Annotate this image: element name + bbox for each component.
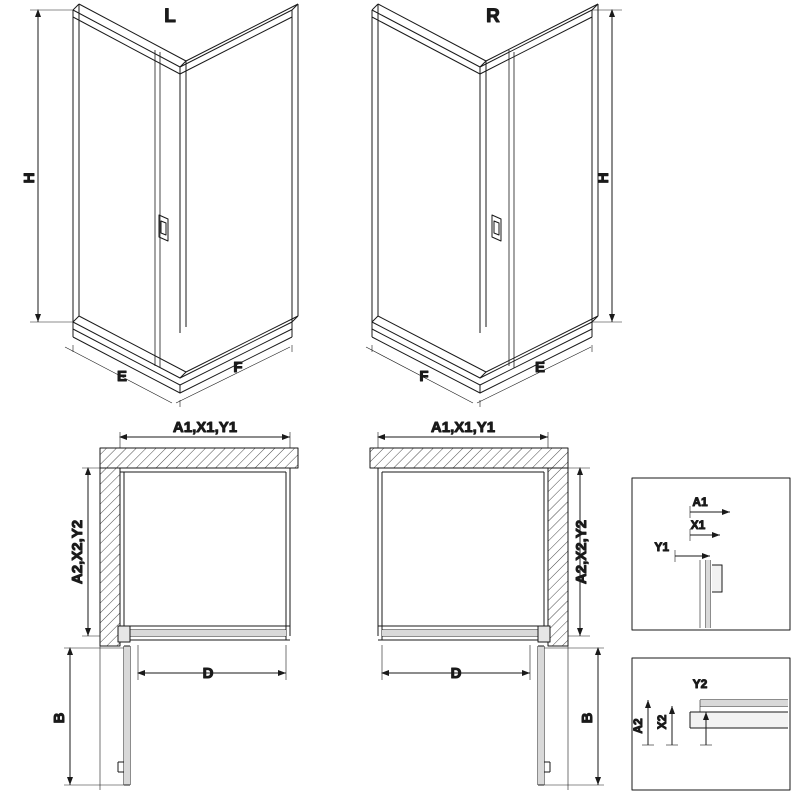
plan-right-top-dim: A1,X1,Y1	[430, 419, 496, 436]
iso-left-base-label-e: E	[116, 368, 128, 385]
iso-left-title: L	[164, 6, 176, 27]
iso-right-base-label-e: E	[534, 359, 546, 376]
detail-view-bottom	[631, 658, 790, 790]
plan-left-top-dim: A1,X1,Y1	[172, 419, 238, 436]
detail-top-dim-a1: A1	[692, 495, 708, 509]
iso-view-left	[21, 4, 298, 407]
plan-view-left	[51, 419, 298, 790]
plan-right-swing-dim: B	[579, 712, 596, 724]
detail-bottom-dim-y2: Y2	[692, 677, 708, 691]
plan-right-side-dim: A2,X2,Y2	[573, 519, 590, 585]
detail-view-top	[632, 478, 790, 630]
plan-right-door-dim: D	[450, 665, 462, 682]
plan-left-side-dim: A2,X2,Y2	[69, 519, 86, 585]
plan-view-right	[370, 419, 604, 790]
iso-left-height-label: H	[21, 172, 38, 184]
iso-left-base-label-f: F	[233, 359, 243, 376]
plan-left-swing-dim: B	[51, 712, 68, 724]
plan-left-door-dim: D	[202, 665, 214, 682]
detail-bottom-dim-a2: A2	[631, 718, 645, 734]
iso-right-height-label: H	[595, 172, 612, 184]
iso-right-title: R	[486, 6, 500, 27]
detail-top-dim-x1: X1	[690, 518, 706, 532]
iso-view-right	[366, 4, 622, 407]
detail-bottom-dim-x2: X2	[655, 714, 669, 730]
detail-top-dim-y1: Y1	[654, 540, 669, 554]
iso-right-base-label-f: F	[419, 368, 429, 385]
